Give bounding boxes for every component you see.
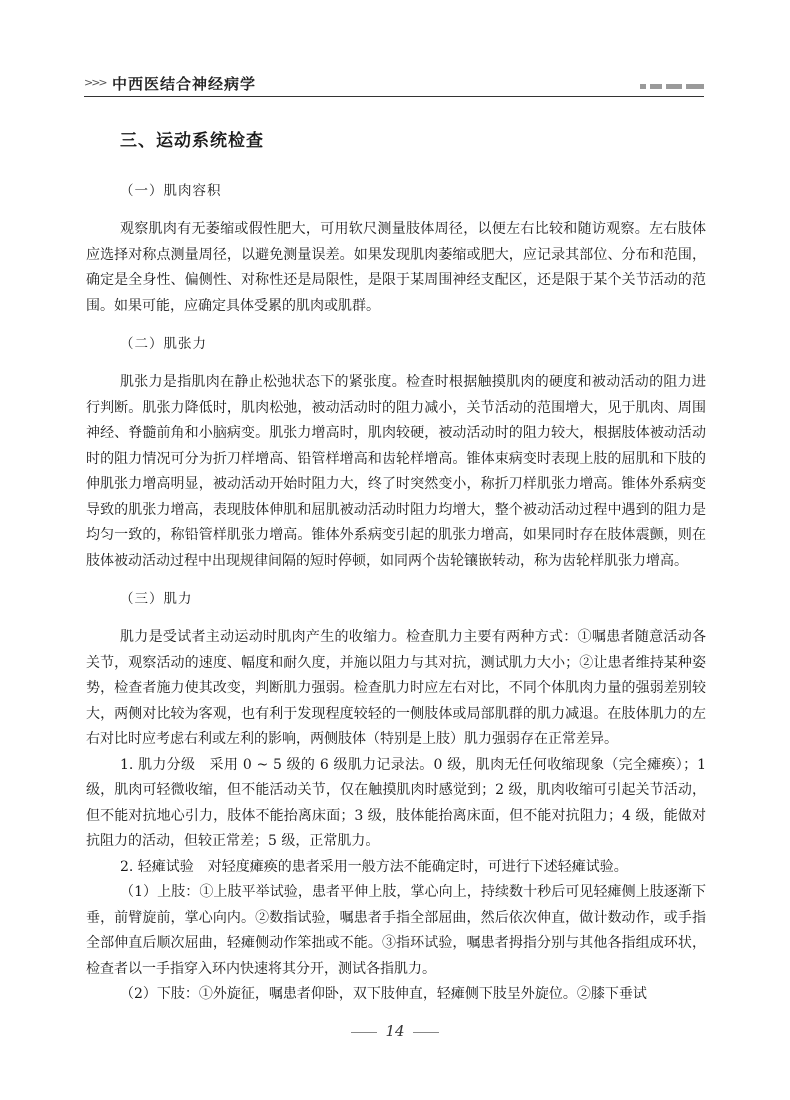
running-header (84, 70, 704, 98)
paragraph-strength-grading: 1. 肌力分级 采用 0 ~ 5 级的 6 级肌力记录法。0 级，肌肉无任何收缩现象（完全瘫痪）；1 级，肌肉可轻微收缩，但不能活动关节，仅在触摸肌肉时感觉到；2 级，肌肉收缩可引起关节活动，但不能对抗地心引力，肢体不能抬离床面；3 级，肢体能抬离床面，但不能对抗阻力；4 级，能做对抗阻力的活动，但较正常差；5 级，正常肌力。 (86, 756, 706, 849)
paragraph-mild-paralysis-test: 2. 轻瘫试验 对轻度瘫痪的患者采用一般方法不能确定时，可进行下述轻瘫试验。 (120, 858, 628, 875)
paragraph-muscle-volume: 观察肌肉有无萎缩或假性肥大，可用软尺测量肢体周径，以便左右比较和随访观察。左右肢体应选择对称点测量周径，以避免测量误差。如果发现肌肉萎缩或肥大，应记录其部位、分布和范围，确定是全身性、偏侧性、对称性还是局限性，是限于某周围神经支配区，还是限于某个关节活动的范围。如果可能，应确定具体受累的肌肉或肌群。 (86, 221, 706, 314)
paragraph-muscle-strength: 肌力是受试者主动运动时肌肉产生的收缩力。检查肌力主要有两种方式：①嘱患者随意活动各关节，观察活动的速度、幅度和耐久度，并施以阻力与其对抗，测试肌力大小；②让患者维持某种姿势，检查者施力使其改变，判断肌力强弱。检查肌力时应左右对比，不同个体肌肉力量的强弱差别较大，两侧对比较为客观，也有利于发现程度较轻的一侧肢体或局部肌群的肌力减退。在肢体肌力的左右对比时应考虑右利或左利的影响，两侧肢体（特别是上肢）肌力强弱存在正常差异。 (86, 629, 706, 747)
book-title: 中西医结合神经病学 (112, 75, 257, 93)
paragraph-muscle-tone: 肌张力是指肌肉在静止松弛状态下的紧张度。检查时根据触摸肌肉的硬度和被动活动的阻力进行判断。肌张力降低时，肌肉松弛，被动活动时的阻力减小，关节活动的范围增大，见于肌肉、周围神经、脊髓前角和小脑病变。肌张力增高时，肌肉较硬，被动活动时的阻力较大，根据肢体被动活动时的阻力情况可分为折刀样增高、铅管样增高和齿轮样增高。锥体束病变时表现上肢的屈肌和下肢的伸肌张力增高明显，被动活动开始时阻力大，终了时突然变小，称折刀样肌张力增高。锥体外系病变导致的肌张力增高，表现肢体伸肌和屈肌被动活动时阻力均增大，整个被动活动过程中遇到的阻力是均匀一致的，称铅管样肌张力增高。锥体外系病变引起的肌张力增高，如果同时存在肢体震颤，则在肢体被动活动过程中出现规律间隔的短时停顿，如同两个齿轮镶嵌转动，称为齿轮样肌张力增高。 (86, 374, 706, 569)
footer-dash-right (413, 1032, 439, 1033)
chevron-right-icon: >>> (84, 76, 106, 89)
page-footer (0, 1022, 790, 1040)
paragraph-upper-limb-tests: （1）上肢：①上肢平举试验，患者平伸上肢，掌心向上，持续数十秒后可见轻瘫侧上肢逐渐下垂，前臂旋前，掌心向内。②数指试验，嘱患者手指全部屈曲，然后依次伸直，做计数动作，或手指全部伸直后顺次屈曲，轻瘫侧动作笨拙或不能。③指环试验，嘱患者拇指分别与其他各指组成环状，检查者以一手指穿入环内快速将其分开，测试各指肌力。 (86, 884, 706, 977)
subsection-heading-muscle-strength: （三）肌力 (120, 591, 193, 607)
page-content (86, 126, 706, 1008)
page-number: 14 (385, 1022, 405, 1040)
section-heading: 三、运动系统检查 (120, 131, 264, 151)
header-decoration (640, 84, 704, 90)
header-rule (84, 96, 704, 97)
footer-dash-left (351, 1032, 377, 1033)
subsection-heading-muscle-volume: （一）肌肉容积 (120, 183, 222, 199)
subsection-heading-muscle-tone: （二）肌张力 (120, 336, 207, 352)
paragraph-lower-limb-tests: （2）下肢：①外旋征，嘱患者仰卧，双下肢伸直，轻瘫侧下肢呈外旋位。②膝下垂试 (120, 986, 647, 1002)
